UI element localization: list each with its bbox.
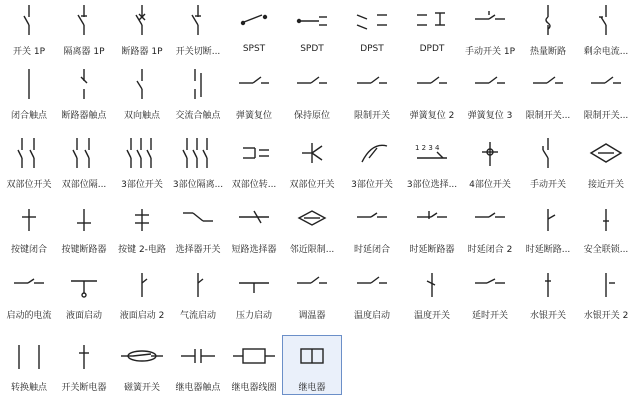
symbol-label: 双部位转...: [231, 180, 277, 190]
symbol-cell[interactable]: [283, 198, 341, 256]
manual-switch-1p-icon: [465, 2, 515, 40]
limit-switch-3-icon: [581, 66, 631, 104]
symbol-cell[interactable]: [283, 264, 341, 322]
safety-interlock-icon: [581, 200, 631, 238]
symbol-cell[interactable]: [519, 64, 577, 122]
thermal-breaker-icon: [523, 2, 573, 40]
symbol-cell[interactable]: [169, 64, 227, 122]
symbol-cell[interactable]: [283, 336, 341, 394]
delay-switch-icon: [465, 266, 515, 304]
symbol-cell[interactable]: [113, 336, 171, 394]
time-delay-close-icon: [347, 200, 397, 238]
reed-switch-icon: [117, 338, 167, 376]
changeover-contact-icon: [4, 338, 54, 376]
symbol-label: 安全联锁...: [583, 245, 629, 255]
symbol-cell[interactable]: [113, 0, 171, 58]
two-position-switch-icon: [4, 135, 54, 173]
time-delay-close-2-icon: [465, 200, 515, 238]
symbol-cell[interactable]: [343, 0, 401, 58]
symbol-cell[interactable]: [343, 264, 401, 322]
two-position-isolator-icon: [59, 135, 109, 173]
symbol-cell[interactable]: [113, 198, 171, 256]
two-position-rotary-icon: [229, 135, 279, 173]
symbol-cell[interactable]: [403, 264, 461, 322]
symbol-label: 启动的电流: [6, 311, 52, 321]
symbol-label: SPST: [242, 44, 266, 54]
symbol-label: 继电器线圈: [231, 383, 277, 393]
four-position-switch-icon: [465, 135, 515, 173]
pushbutton-breaker-icon: [59, 200, 109, 238]
symbol-label: 液面启动: [65, 311, 102, 321]
spring-return-icon: [229, 66, 279, 104]
symbol-cell[interactable]: [519, 198, 577, 256]
spring-return-2-icon: [407, 66, 457, 104]
symbol-label: 邻近限制...: [289, 245, 335, 255]
symbol-cell[interactable]: [403, 133, 461, 191]
symbol-cell[interactable]: [577, 198, 635, 256]
symbol-cell[interactable]: [577, 0, 635, 58]
symbol-label: 时延断路...: [525, 245, 571, 255]
symbol-cell[interactable]: [519, 0, 577, 58]
mercury-switch-icon: [523, 266, 573, 304]
pressure-actuated-icon: [229, 266, 279, 304]
switch-1p-icon: [4, 2, 54, 40]
relay-contact-icon: [173, 338, 223, 376]
symbol-label: 延时开关: [471, 311, 508, 321]
symbol-label: 限制开关...: [525, 111, 571, 121]
rcd-icon: [581, 2, 631, 40]
symbol-label: 手动开关: [529, 180, 566, 190]
symbol-cell[interactable]: [343, 64, 401, 122]
svg-text:1 2 3 4: 1 2 3 4: [415, 144, 440, 152]
relay-coil-icon: [229, 338, 279, 376]
selector-switch-icon: [173, 200, 223, 238]
symbol-cell[interactable]: [169, 336, 227, 394]
symbol-cell[interactable]: [0, 0, 58, 58]
three-position-switch-2-icon: [347, 135, 397, 173]
symbol-label: 温度启动: [353, 311, 390, 321]
symbol-label: 手动开关 1P: [464, 47, 515, 57]
symbol-cell[interactable]: [577, 264, 635, 322]
mercury-switch-2-icon: [581, 266, 631, 304]
symbol-cell[interactable]: [461, 133, 519, 191]
symbol-label: 选择器开关: [175, 245, 221, 255]
symbol-cell[interactable]: [169, 264, 227, 322]
symbol-label: 按键断路器: [61, 245, 107, 255]
symbol-label: DPDT: [419, 44, 445, 54]
switch-disconnector-icon: [173, 2, 223, 40]
symbol-label: 断路器触点: [61, 111, 107, 121]
symbol-cell[interactable]: [55, 336, 113, 394]
symbol-label: 弹簧复位 2: [409, 111, 455, 121]
relay-icon: [287, 338, 337, 376]
symbol-cell[interactable]: [461, 198, 519, 256]
switch-relay-icon: [59, 338, 109, 376]
level-actuated-2-icon: [117, 266, 167, 304]
symbol-label: 时延闭合 2: [467, 245, 513, 255]
three-position-selector-icon: [407, 135, 457, 173]
symbol-cell[interactable]: [225, 198, 283, 256]
symbol-label: 保持原位: [293, 111, 330, 121]
three-position-isolator-icon: [173, 135, 223, 173]
pushbutton-2-circuit-icon: [117, 200, 167, 238]
symbol-cell[interactable]: [55, 264, 113, 322]
symbol-cell[interactable]: [519, 133, 577, 191]
symbol-cell[interactable]: [0, 198, 58, 256]
symbol-label: 接近开关: [587, 180, 624, 190]
symbol-cell[interactable]: [403, 64, 461, 122]
symbol-label: 隔离器 1P: [63, 47, 105, 57]
symbol-cell[interactable]: [283, 133, 341, 191]
symbol-label: 弹簧复位: [235, 111, 272, 121]
symbol-cell[interactable]: [403, 0, 461, 58]
symbol-cell[interactable]: [55, 133, 113, 191]
spring-return-3-icon: [465, 66, 515, 104]
symbol-label: 3部位选择...: [406, 180, 458, 190]
thermostat-icon: [287, 266, 337, 304]
proximity-switch-icon: [581, 135, 631, 173]
symbol-label: 时延断路器: [409, 245, 455, 255]
symbol-label: 交流合触点: [175, 111, 221, 121]
two-position-switch-2-icon: [287, 135, 337, 173]
symbol-cell[interactable]: [169, 198, 227, 256]
symbol-cell[interactable]: [113, 133, 171, 191]
three-position-switch-icon: [117, 135, 167, 173]
symbol-label: 开关 1P: [12, 47, 45, 57]
symbol-cell[interactable]: [55, 64, 113, 122]
symbol-label: 按键闭合: [10, 245, 47, 255]
symbol-label: DPST: [360, 44, 384, 54]
current-actuated-icon: [4, 266, 54, 304]
symbol-label: 温度开关: [413, 311, 450, 321]
spdt-icon: [287, 2, 337, 40]
dpst-icon: [347, 2, 397, 40]
symbol-cell[interactable]: [343, 133, 401, 191]
symbol-label: 双部位隔...: [61, 180, 107, 190]
symbol-label: 开关切断...: [175, 47, 221, 57]
limit-switch-2-icon: [523, 66, 573, 104]
symbol-label: 热量断路: [529, 47, 566, 57]
symbol-cell[interactable]: [55, 0, 113, 58]
symbol-label: 压力启动: [235, 311, 272, 321]
symbol-cell[interactable]: [461, 0, 519, 58]
symbol-label: 剩余电流...: [583, 47, 629, 57]
symbol-label: 双部位开关: [289, 180, 335, 190]
temperature-switch-icon: [407, 266, 457, 304]
symbol-label: 液面启动 2: [119, 311, 165, 321]
symbol-label: 限制开关: [353, 111, 390, 121]
symbol-cell[interactable]: [113, 64, 171, 122]
dpdt-icon: [407, 2, 457, 40]
time-delay-breaker-icon: [407, 200, 457, 238]
symbol-label: 水银开关: [529, 311, 566, 321]
proximity-limit-icon: [287, 200, 337, 238]
stay-put-icon: [287, 66, 337, 104]
symbol-label: SPDT: [300, 44, 324, 54]
symbol-label: 3部位开关: [351, 180, 393, 190]
symbol-cell[interactable]: [461, 64, 519, 122]
level-actuated-icon: [59, 266, 109, 304]
symbol-label: 弹簧复位 3: [467, 111, 513, 121]
ac-contact-icon: [173, 66, 223, 104]
breaker-1p-icon: [117, 2, 167, 40]
symbol-label: 双向触点: [123, 111, 160, 121]
symbol-label: 调温器: [298, 311, 326, 321]
symbol-label: 限制开关...: [583, 111, 629, 121]
symbol-label: 闭合触点: [10, 111, 47, 121]
symbol-cell[interactable]: [577, 64, 635, 122]
spst-icon: [229, 2, 279, 40]
symbol-cell[interactable]: [225, 133, 283, 191]
symbol-cell[interactable]: [113, 264, 171, 322]
manual-switch-icon: [523, 135, 573, 173]
symbol-cell[interactable]: [0, 133, 58, 191]
symbol-label: 双部位开关: [6, 180, 52, 190]
symbol-cell[interactable]: [519, 264, 577, 322]
symbol-cell[interactable]: [0, 264, 58, 322]
symbol-label: 继电器: [298, 383, 326, 393]
symbol-cell[interactable]: [225, 264, 283, 322]
symbol-label: 开关断电器: [61, 383, 107, 393]
symbol-label: 时延闭合: [353, 245, 390, 255]
symbol-label: 3部位开关: [121, 180, 163, 190]
symbol-label: 短路选择器: [231, 245, 277, 255]
symbol-label: 继电器触点: [175, 383, 221, 393]
symbol-label: 断路器 1P: [121, 47, 163, 57]
short-selector-icon: [229, 200, 279, 238]
symbol-label: 按键 2-电路: [118, 245, 166, 255]
two-way-contact-icon: [117, 66, 167, 104]
closed-contact-icon: [4, 66, 54, 104]
symbol-cell[interactable]: [343, 198, 401, 256]
symbol-cell[interactable]: [461, 264, 519, 322]
temperature-actuated-icon: [347, 266, 397, 304]
symbol-label: 4部位开关: [469, 180, 511, 190]
symbol-label: 水银开关 2: [583, 311, 629, 321]
symbol-cell[interactable]: [0, 64, 58, 122]
isolator-1p-icon: [59, 2, 109, 40]
pushbutton-close-icon: [4, 200, 54, 238]
symbol-label: 磁簧开关: [123, 383, 160, 393]
symbol-cell[interactable]: [169, 0, 227, 58]
airflow-actuated-icon: [173, 266, 223, 304]
symbol-label: 气流启动: [179, 311, 216, 321]
time-delay-open-icon: [523, 200, 573, 238]
symbol-cell[interactable]: [225, 0, 283, 58]
symbol-cell[interactable]: [403, 198, 461, 256]
symbol-cell[interactable]: [225, 64, 283, 122]
symbol-cell[interactable]: [0, 336, 58, 394]
symbol-cell[interactable]: [283, 64, 341, 122]
limit-switch-icon: [347, 66, 397, 104]
symbol-label: 3部位隔离...: [172, 180, 224, 190]
breaker-contact-icon: [59, 66, 109, 104]
symbol-cell[interactable]: [169, 133, 227, 191]
symbol-cell[interactable]: [577, 133, 635, 191]
symbol-cell[interactable]: [283, 0, 341, 58]
symbol-cell[interactable]: [55, 198, 113, 256]
symbol-cell[interactable]: [225, 336, 283, 394]
symbol-label: 转换触点: [10, 383, 47, 393]
